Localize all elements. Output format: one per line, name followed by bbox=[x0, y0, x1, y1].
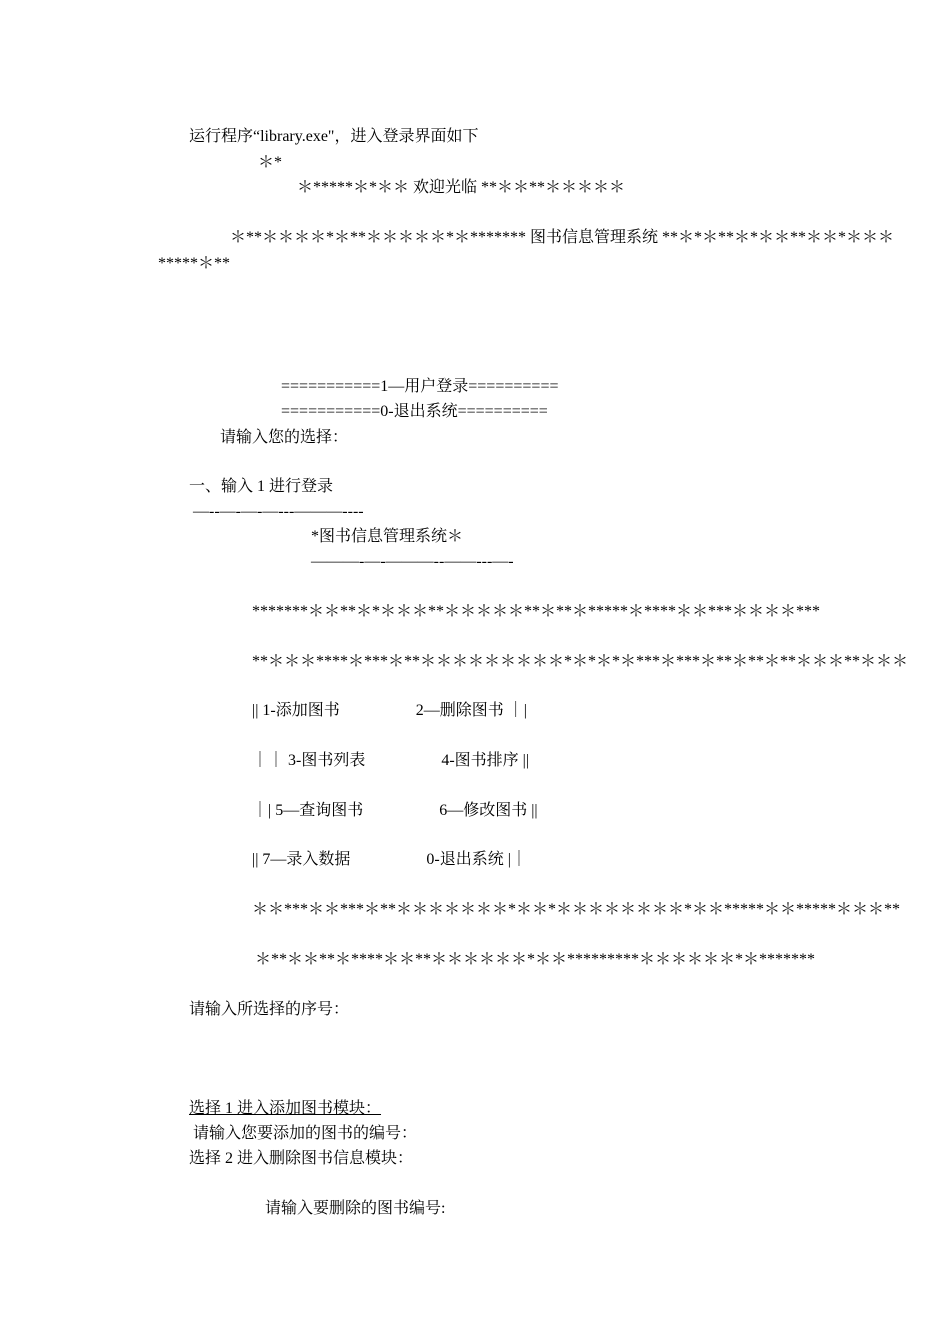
star-border-bottom-1: ＊＊***＊＊***＊**＊＊＊＊＊＊＊*＊＊*＊＊＊＊＊＊＊＊*＊＊*****＊＊*****＊＊＊** bbox=[252, 901, 901, 918]
delete-book-prompt: 请输入要删除的图书编号: bbox=[265, 1200, 446, 1217]
dash-divider-2: ———-—-———--——---—- bbox=[311, 553, 514, 570]
section-add-book: 选择 1 进入添加图书模块： bbox=[189, 1100, 382, 1117]
menu-row-1: || 1-添加图书 2—删除图书 ｜| bbox=[252, 702, 527, 719]
star-border-top-2: **＊＊＊****＊***＊**＊＊＊＊＊＊＊＊＊*＊*＊*＊***＊***＊**＊**＊**＊＊＊**＊＊＊ bbox=[252, 653, 909, 670]
menu-title: *图书信息管理系统＊ bbox=[311, 528, 464, 545]
menu-option-login: ===========1—用户登录========== bbox=[281, 378, 559, 395]
menu-row-2: ｜｜ 3-图书列表 4-图书排序 || bbox=[252, 752, 530, 769]
sequence-prompt: 请输入所选择的序号： bbox=[189, 1001, 350, 1018]
dash-divider: —--—-—-—---———---- bbox=[193, 503, 364, 520]
system-title-banner: ＊**＊＊＊＊*＊**＊＊＊＊＊*＊******* 图书信息管理系统 **＊*＊**＊*＊＊**＊＊*＊＊＊ bbox=[230, 229, 895, 246]
menu-row-3: ｜| 5—查询图书 6—修改图书 || bbox=[252, 802, 538, 819]
menu-row-4: || 7—录入数据 0-退出系统 |｜ bbox=[252, 851, 527, 868]
choice-prompt: 请输入您的选择： bbox=[220, 429, 349, 446]
star-border-bottom-2: ＊**＊＊**＊****＊＊**＊＊＊＊＊＊*＊＊*********＊＊＊＊＊＊*＊******* bbox=[255, 951, 816, 968]
section-delete-book: 选择 2 进入删除图书信息模块： bbox=[189, 1150, 414, 1167]
section-heading-login: 一、输入 1 进行登录 bbox=[189, 478, 334, 495]
intro-line: 运行程序“library.exe"，进入登录界面如下 bbox=[189, 128, 479, 145]
menu-option-exit: ===========0-退出系统========== bbox=[281, 403, 548, 420]
add-book-prompt: 请输入您要添加的图书的编号： bbox=[189, 1125, 418, 1142]
star-border-top-1: *******＊＊**＊*＊＊＊**＊＊＊＊＊**＊**＊*****＊****＊＊***＊＊＊＊*** bbox=[252, 603, 821, 620]
welcome-banner: ＊*****＊*＊＊ 欢迎光临 **＊＊**＊＊＊＊＊ bbox=[297, 179, 626, 196]
star-line: ＊* bbox=[258, 154, 283, 171]
system-title-banner-wrap: *****＊** bbox=[158, 255, 231, 272]
